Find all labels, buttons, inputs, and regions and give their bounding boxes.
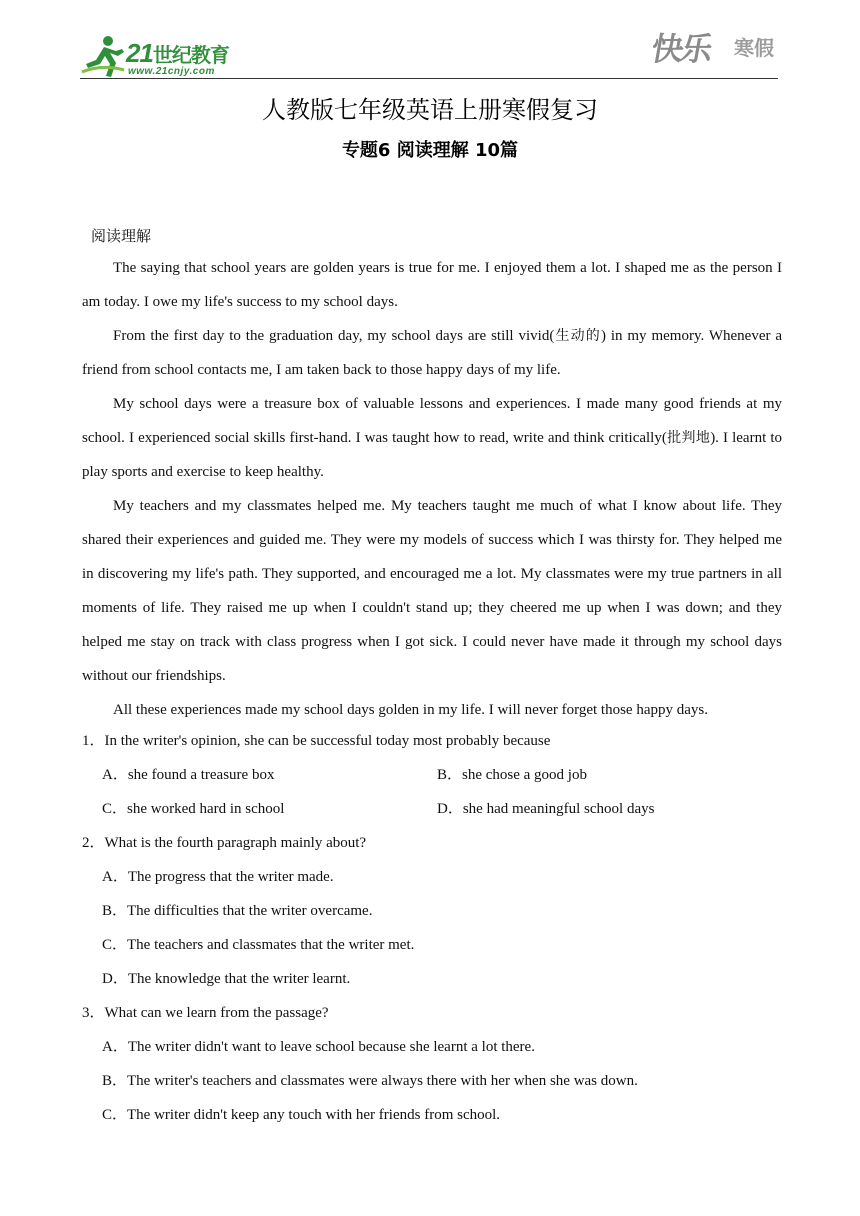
option-c: C．The teachers and classmates that the writer met. — [102, 937, 415, 953]
section-label: 阅读理解 — [91, 227, 152, 245]
question-3 — [82, 996, 782, 1132]
option-d: D．she had meaningful school days — [437, 801, 655, 817]
logo-right-small: 寒假 — [734, 36, 774, 60]
question-stem: 3．What can we learn from the passage? — [82, 1005, 329, 1021]
logo-21cnjy — [78, 34, 253, 78]
logo-left-url: www.21cnjy.com — [128, 66, 215, 77]
option-a: A．she found a treasure box — [102, 767, 275, 783]
question-stem: 2．What is the fourth paragraph mainly about? — [82, 835, 367, 851]
question-list — [82, 724, 782, 1132]
passage-paragraph-4: My teachers and my classmates helped me. My teachers taught me much of what I know about life. They shared their experiences and guided me. They were my models of success which I was thirsty for. They helped me in discovering my life's path. They supported, and encouraged me a lot. My classmates were my true partners in all moments of life. They raised me up when I couldn't stand up; they cheered me up when I was down; and they helped me stay on track with class progress when I got sick. I could never have made it through my school days without our friendships. — [82, 498, 782, 684]
reading-passage — [82, 251, 782, 727]
option-b: B．The difficulties that the writer overcame. — [102, 903, 373, 919]
option-b: B．she chose a good job — [437, 767, 587, 783]
document-subtitle: 专题6 阅读理解 10篇 — [341, 140, 519, 161]
option-c: C．The writer didn't keep any touch with her friends from school. — [102, 1107, 501, 1123]
option-a: A．The writer didn't want to leave school because she learnt a lot there. — [102, 1039, 535, 1055]
passage-paragraph-2: From the first day to the graduation day, my school days are still vivid(生动的) in my memory. Whenever a friend from school contacts me, I am taken back to those happy days of my life. — [82, 328, 783, 378]
question-1 — [82, 724, 782, 826]
page-header — [0, 0, 860, 90]
passage-paragraph-3: My school days were a treasure box of valuable lessons and experiences. I made many good friends at my school. I experienced social skills first-hand. I was taught how to read, write and think critically(批判地). I learnt to play sports and exercise to keep healthy. — [82, 396, 782, 480]
option-a: A．The progress that the writer made. — [102, 869, 334, 885]
logo-left-title: 21世纪教育 — [126, 38, 229, 68]
question-stem: 1．In the writer's opinion, she can be successful today most probably because — [82, 733, 551, 749]
option-d: D．The knowledge that the writer learnt. — [102, 971, 351, 987]
question-2 — [82, 826, 782, 996]
passage-paragraph-1: The saying that school years are golden years is true for me. I enjoyed them a lot. I shaped me as the person I am today. I owe my life's success to my school days. — [82, 260, 782, 310]
logo-right-big: 快乐 — [648, 30, 714, 68]
passage-paragraph-5: All these experiences made my school days golden in my life. I will never forget those happy days. — [113, 702, 708, 718]
document-title: 人教版七年级英语上册寒假复习 — [262, 96, 598, 124]
logo-kuaile-hanjia — [648, 20, 782, 76]
option-b: B．The writer's teachers and classmates were always there with her when she was down. — [102, 1073, 638, 1089]
header-divider — [80, 78, 778, 79]
runner-icon — [78, 34, 128, 78]
option-c: C．she worked hard in school — [102, 801, 285, 817]
